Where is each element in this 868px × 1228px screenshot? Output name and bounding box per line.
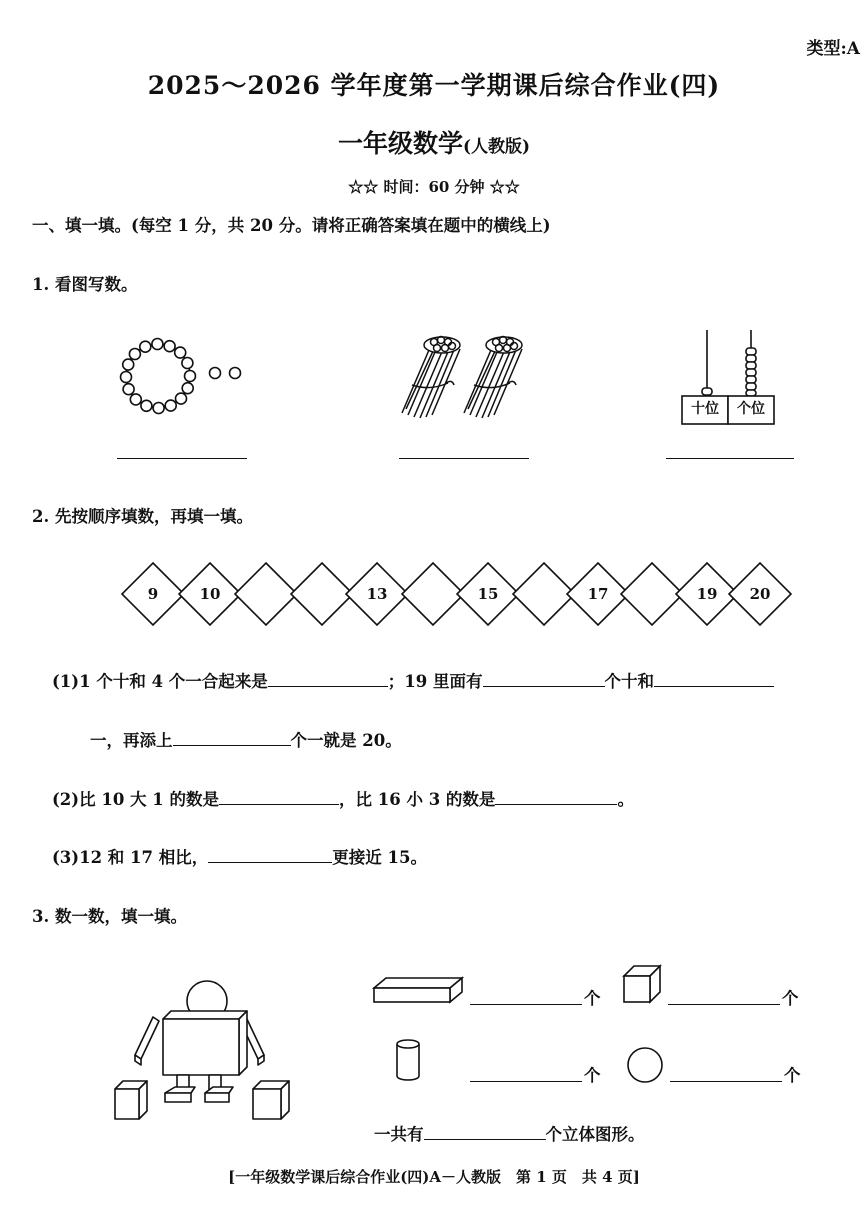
diamond-cell-blank[interactable] <box>621 563 683 625</box>
number-sequence-diamonds <box>115 560 805 628</box>
answer-blank-beads[interactable] <box>117 458 247 459</box>
unit-label: 个 <box>784 1066 801 1085</box>
sphere-icon <box>624 1044 666 1086</box>
sequence-number: 20 <box>749 585 771 603</box>
diamond-cell <box>179 563 241 625</box>
subject-title: 一年级数学 <box>337 129 463 158</box>
answer-blank[interactable] <box>219 788 339 805</box>
answer-blank-abacus[interactable] <box>666 458 794 459</box>
page-footer: [一年级数学课后综合作业(四)A－人教版 第 1 页 共 4 页] <box>228 1168 640 1186</box>
diamond-cell-blank[interactable] <box>513 563 575 625</box>
question-2-part-1: (1)1 个十和 4 个一合起来是 ；19 里面有 个十和 <box>52 668 774 692</box>
diamond-cell <box>457 563 519 625</box>
unit-label: 个 <box>782 989 799 1008</box>
exam-title: 2025～2026 学年度第一学期课后综合作业(四) <box>147 71 721 100</box>
exam-subtitle <box>0 124 868 160</box>
edition-label: (人教版) <box>462 137 531 157</box>
sequence-number: 10 <box>199 585 221 603</box>
question-2-part-1-cont: 一，再添上 个一就是 20。 <box>90 731 402 750</box>
stick-bundles-picture <box>390 325 540 425</box>
answer-blank-sticks[interactable] <box>399 458 529 459</box>
cylinder-icon <box>393 1036 423 1084</box>
question-2-part-3: (3)12 和 17 相比， 更接近 15。 <box>52 848 427 867</box>
sequence-number: 17 <box>587 585 609 603</box>
time-limit: ☆☆ 时间：60 分钟 ☆☆ <box>348 178 520 196</box>
sequence-number: 13 <box>366 585 388 603</box>
ones-place-label: 个位 <box>737 401 765 417</box>
question-2-prompt: 2. 先按顺序填数，再填一填。 <box>32 507 253 526</box>
bead-ring-picture <box>100 320 260 430</box>
diamond-cell-blank[interactable] <box>402 563 464 625</box>
sequence-number: 19 <box>696 585 718 603</box>
section-heading: 一、填一填。(每空 1 分，共 20 分。请将正确答案填在题中的横线上) <box>32 216 551 235</box>
sequence-number: 15 <box>477 585 499 603</box>
block-robot-picture <box>105 975 305 1125</box>
unit-label: 个 <box>584 989 601 1008</box>
diamond-cell <box>567 563 629 625</box>
answer-blank-cylinder[interactable] <box>470 1081 582 1082</box>
answer-blank-cuboid[interactable] <box>470 1004 582 1005</box>
question-3-prompt: 3. 数一数，填一填。 <box>32 907 187 926</box>
diamond-cell-blank[interactable] <box>291 563 353 625</box>
cube-icon <box>620 962 665 1006</box>
sequence-number: 9 <box>147 585 159 603</box>
unit-label: 个 <box>584 1066 601 1085</box>
answer-blank[interactable] <box>654 670 774 687</box>
answer-blank[interactable] <box>495 788 617 805</box>
answer-blank[interactable] <box>173 729 291 746</box>
question-2-part-2: (2)比 10 大 1 的数是 ，比 16 小 3 的数是 。 <box>52 790 634 809</box>
cuboid-icon <box>370 970 465 1010</box>
answer-blank-cube[interactable] <box>668 1004 780 1005</box>
answer-blank[interactable] <box>483 670 605 687</box>
diamond-cell <box>346 563 408 625</box>
answer-blank[interactable] <box>208 846 332 863</box>
total-shapes-line: 一共有 个立体图形。 <box>374 1125 645 1144</box>
answer-blank-total[interactable] <box>424 1123 546 1140</box>
diamond-cell-blank[interactable] <box>235 563 297 625</box>
answer-blank[interactable] <box>268 670 388 687</box>
paper-type-label: 类型:A <box>806 39 860 59</box>
diamond-cell <box>729 563 791 625</box>
answer-blank-sphere[interactable] <box>670 1081 782 1082</box>
question-1-prompt: 1. 看图写数。 <box>32 275 138 294</box>
diamond-cell <box>122 563 184 625</box>
tens-place-label: 十位 <box>691 401 719 417</box>
